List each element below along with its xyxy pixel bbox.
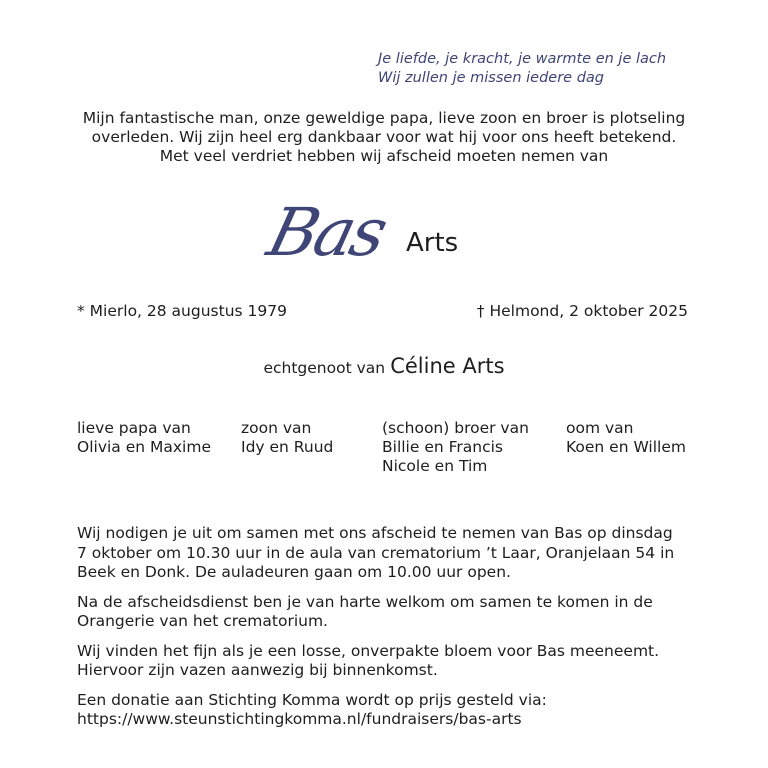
text-line: Een donatie aan Stichting Komma wordt op prijs gesteld via: [77, 690, 547, 709]
relation-column [77, 419, 211, 457]
relation-names: Koen en Willem [566, 438, 686, 456]
relation-column [382, 419, 529, 476]
intro-line: Mijn fantastische man, onze geweldige papa, lieve zoon en broer is plotseling [82, 109, 686, 127]
text-line: Wij nodigen je uit om samen met ons afscheid te nemen van Bas op dinsdag [77, 524, 673, 542]
relation-label: (schoon) broer van [382, 419, 529, 437]
last-name: Arts [406, 228, 459, 258]
relation-column [241, 419, 333, 457]
ceremony-details [77, 514, 697, 740]
motto-line: Je liefde, je kracht, je warmte en je lach [378, 51, 667, 67]
text-line: Beek en Donk. De auladeuren gaan om 10.00 uur open. [77, 563, 511, 581]
intro-text [40, 109, 728, 166]
relation-label: oom van [566, 419, 634, 437]
relation-names: Olivia en Maxime [77, 438, 211, 456]
text-line: Wij vinden het fijn als je een losse, onverpakte bloem voor Bas meeneemt. [77, 641, 660, 660]
relation-column [566, 419, 686, 457]
death-date: † Helmond, 2 oktober 2025 [476, 302, 688, 320]
text-line: 7 oktober om 10.30 uur in de aula van crematorium ’t Laar, Oranjelaan 54 in [77, 543, 675, 562]
memorial-motto [378, 50, 738, 88]
spouse-prefix: echtgenoot van [263, 359, 386, 377]
intro-line: overleden. Wij zijn heel erg dankbaar voor wat hij voor ons heeft betekend. [91, 128, 677, 146]
text-line: Na de afscheidsdienst ben je van harte welkom om samen te komen in de [77, 592, 653, 611]
deceased-name [260, 188, 530, 288]
text-line: Orangerie van het crematorium. [77, 612, 328, 630]
relation-names: Billie en Francis [382, 438, 503, 456]
relation-label: lieve papa van [77, 419, 191, 437]
text-line: Hiervoor zijn vazen aanwezig bij binnenkomst. [77, 661, 438, 679]
motto-line: Wij zullen je missen iedere dag [378, 70, 604, 86]
spouse-line [0, 354, 768, 378]
first-name-script: Bas [260, 194, 393, 271]
donation-link[interactable]: https://www.steunstichtingkomma.nl/fundraisers/bas-arts [77, 710, 522, 728]
intro-line: Met veel verdriet hebben wij afscheid moeten nemen van [159, 147, 609, 165]
spouse-name: Céline Arts [390, 354, 505, 378]
relation-names: Idy en Ruud [241, 438, 334, 456]
relation-names: Nicole en Tim [382, 457, 488, 475]
relation-label: zoon van [241, 419, 312, 437]
birth-date: * Mierlo, 28 augustus 1979 [77, 302, 287, 320]
